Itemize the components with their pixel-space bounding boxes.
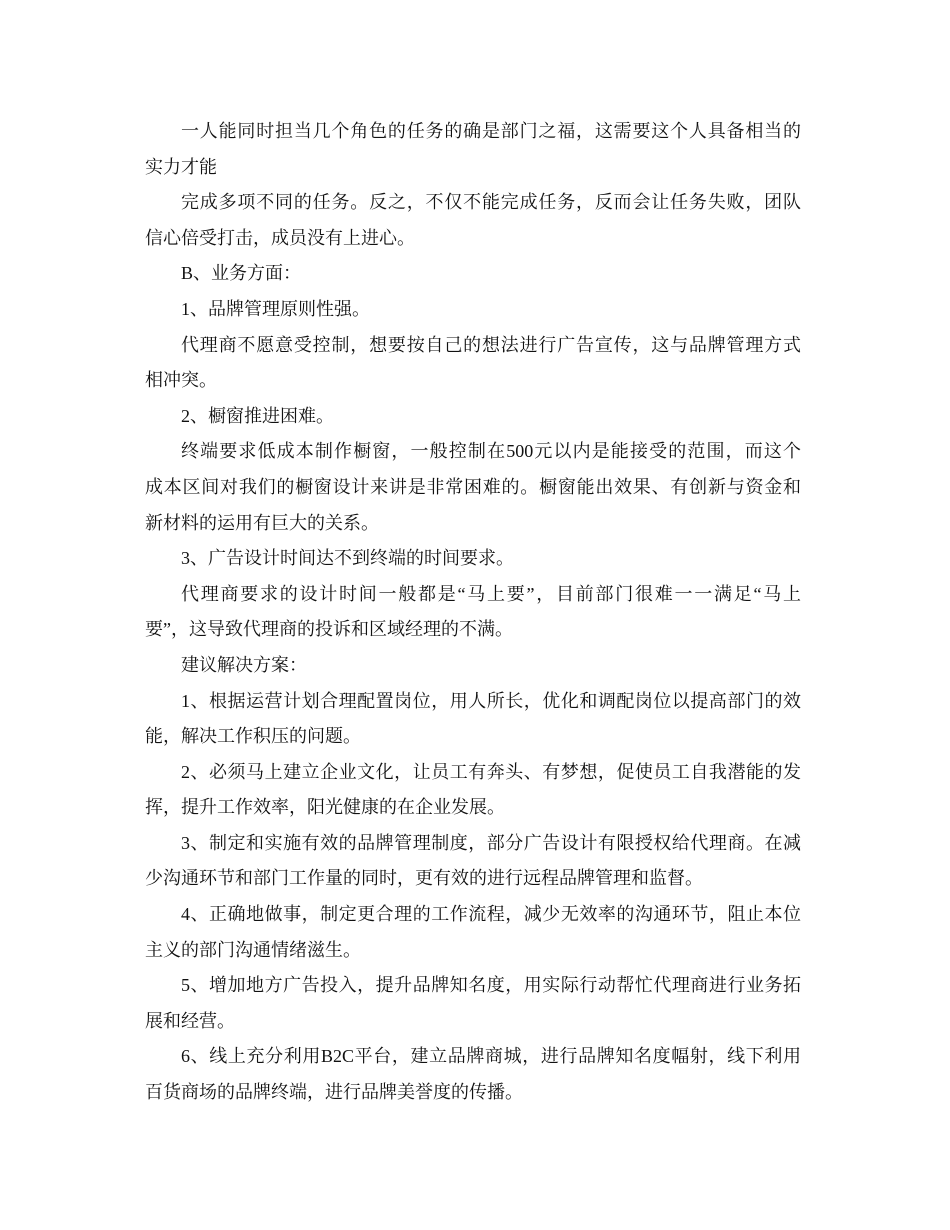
text-line: 1、品牌管理原则性强。 [181, 298, 370, 319]
document-body [145, 114, 801, 1111]
text-line: 百货商场的品牌终端，进行品牌美誉度的传播。 [145, 1082, 523, 1103]
text-line: 3、制定和实施有效的品牌管理制度，部分广告设计有限授权给代理商。在减 [181, 832, 801, 853]
text-line: 1、根据运营计划合理配置岗位，用人所长，优化和调配岗位以提高部门的效 [181, 690, 801, 711]
text-line: 2、橱窗推进困难。 [181, 405, 334, 426]
solution-item-3 [145, 826, 801, 897]
business-item-2-body [145, 434, 801, 541]
solution-item-2 [145, 755, 801, 826]
text-line: 一人能同时担当几个角色的任务的确是部门之福，这需要这个人具备相当的 [181, 121, 801, 141]
solution-item-4 [145, 897, 801, 968]
text-line: 相冲突。 [145, 370, 217, 391]
text-line: 3、广告设计时间达不到终端的时间要求。 [181, 548, 514, 569]
text-line: 代理商要求的设计时间一般都是“马上要”，目前部门很难一一满足“马上 [181, 583, 801, 604]
business-item-1-heading [145, 292, 801, 328]
text-line: 挥，提升工作效率，阳光健康的在企业发展。 [145, 797, 505, 818]
section-heading-business [145, 256, 801, 292]
text-line: 2、必须马上建立企业文化，让员工有奔头、有梦想，促使员工自我潜能的发 [181, 761, 801, 782]
text-line: 代理商不愿意受控制，想要按自己的想法进行广告宣传，这与品牌管理方式 [181, 334, 801, 355]
text-line: 4、正确地做事，制定更合理的工作流程，减少无效率的沟通环节，阻止本位 [181, 904, 801, 925]
section-heading-solutions [145, 648, 801, 684]
text-line: 少沟通环节和部门工作量的同时，更有效的进行远程品牌管理和监督。 [145, 868, 703, 889]
text-line: 展和经营。 [145, 1010, 235, 1031]
business-item-2-heading [145, 399, 801, 435]
text-line: 完成多项不同的任务。反之，不仅不能完成任务，反而会让任务失败，团队 [181, 192, 801, 213]
text-line: 5、增加地方广告投入，提升品牌知名度，用实际行动帮忙代理商进行业务拓 [181, 975, 801, 996]
text-line: 终端要求低成本制作橱窗，一般控制在500元以内是能接受的范围，而这个 [181, 441, 801, 462]
text-line: 信心倍受打击，成员没有上进心。 [145, 227, 415, 248]
solution-item-1 [145, 684, 801, 755]
text-line: 建议解决方案： [181, 654, 307, 675]
business-item-3-heading [145, 541, 801, 577]
text-line: 要”，这导致代理商的投诉和区域经理的不满。 [145, 619, 513, 640]
text-line: B、业务方面： [181, 263, 302, 284]
text-line: 能，解决工作积压的问题。 [145, 726, 361, 747]
business-item-3-body [145, 577, 801, 648]
text-line: 成本区间对我们的橱窗设计来讲是非常困难的。橱窗能出效果、有创新与资金和 [145, 476, 801, 497]
solution-item-6 [145, 1039, 801, 1110]
paragraph-role-capability [145, 114, 801, 185]
solution-item-5 [145, 968, 801, 1039]
paragraph-task-completion [145, 185, 801, 256]
text-line: 新材料的运用有巨大的关系。 [145, 512, 379, 533]
text-line: 主义的部门沟通情绪滋生。 [145, 939, 361, 960]
text-line: 6、线上充分利用B2C平台，建立品牌商城，进行品牌知名度幅射，线下利用 [181, 1046, 801, 1067]
text-line: 实力才能 [145, 156, 217, 177]
business-item-1-body [145, 328, 801, 399]
